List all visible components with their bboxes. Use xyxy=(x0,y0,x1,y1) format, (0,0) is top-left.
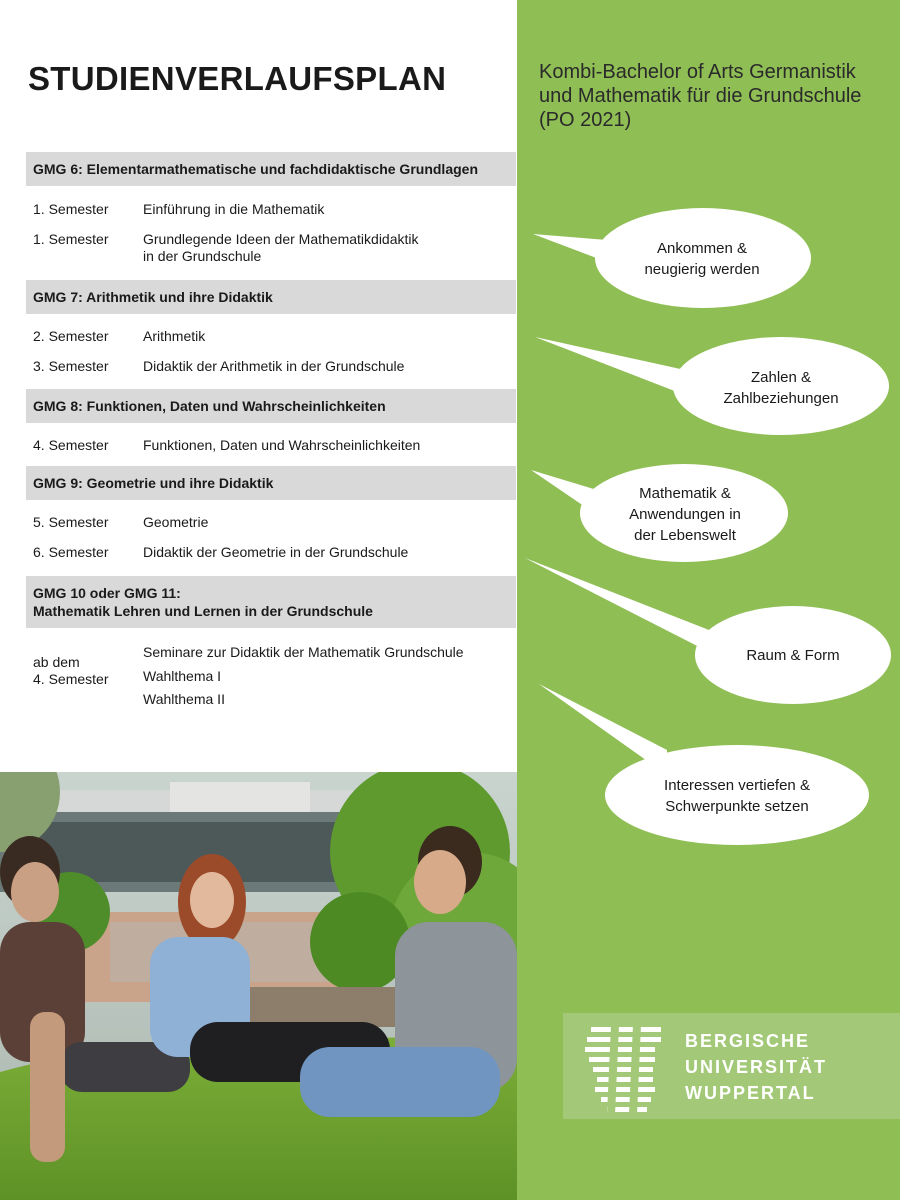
semester-line: ab dem xyxy=(33,654,80,670)
bubble-text xyxy=(594,238,810,280)
bubble-line: Raum & Form xyxy=(746,647,840,664)
module-heading-text: GMG 6: Elementarmathematische und fachdidaktische Grundlagen xyxy=(33,161,478,177)
bubble-line: der Lebenswelt xyxy=(634,527,736,544)
university-name-line: BERGISCHE xyxy=(685,1031,811,1051)
course-name xyxy=(143,641,513,712)
semester-label: 1. Semester xyxy=(33,201,109,217)
semester-label xyxy=(33,654,108,688)
course-name: Arithmetik xyxy=(143,328,206,344)
module-heading-text: GMG 9: Geometrie und ihre Didaktik xyxy=(33,475,274,491)
bubble-text xyxy=(605,775,869,817)
course-line: Grundlegende Ideen der Mathematikdidaktik xyxy=(143,231,419,247)
university-name xyxy=(685,1028,827,1106)
course-line: in der Grundschule xyxy=(143,248,262,264)
semester-label: 2. Semester xyxy=(33,328,109,344)
course-name xyxy=(143,231,513,265)
course-line: Seminare zur Didaktik der Mathematik Grundschule xyxy=(143,644,464,660)
semester-label: 4. Semester xyxy=(33,437,109,453)
bubble-line: Zahlen & xyxy=(750,369,812,386)
speech-bubble xyxy=(525,558,891,704)
students-photo xyxy=(0,772,517,1200)
module-heading-gmg9 xyxy=(26,466,516,500)
degree-line-2: und Mathematik für die Grundschule xyxy=(539,85,862,107)
university-name-line: WUPPERTAL xyxy=(685,1083,816,1103)
course-name: Einführung in die Mathematik xyxy=(143,201,325,217)
course-name: Didaktik der Geometrie in der Grundschule xyxy=(143,544,409,560)
lion-crest-icon xyxy=(581,1017,671,1117)
bubble-line: Anwendungen in xyxy=(629,506,741,523)
course-line: Wahlthema I xyxy=(143,667,222,684)
course-name: Funktionen, Daten und Wahrscheinlichkeiten xyxy=(143,437,421,453)
module-heading-text: GMG 8: Funktionen, Daten und Wahrscheinlichkeiten xyxy=(33,398,386,414)
page-title: STUDIENVERLAUFSPLAN xyxy=(28,60,447,97)
bubble-line: neugierig werden xyxy=(644,261,760,278)
university-name-line: UNIVERSITÄT xyxy=(685,1057,828,1077)
module-heading-text xyxy=(33,584,373,620)
course-name: Geometrie xyxy=(143,514,209,530)
semester-label: 6. Semester xyxy=(33,544,109,560)
bubble-line: Schwerpunkte setzen xyxy=(665,798,809,815)
degree-line-3: (PO 2021) xyxy=(539,109,632,131)
semester-label: 5. Semester xyxy=(33,514,109,530)
semester-line: 4. Semester xyxy=(33,671,109,687)
module-heading-gmg8 xyxy=(26,389,516,423)
bubble-line: Ankommen & xyxy=(656,240,748,257)
module-heading-line: GMG 10 oder GMG 11: xyxy=(33,585,181,601)
module-heading-gmg7 xyxy=(26,280,516,314)
bubble-text xyxy=(673,367,889,409)
bubble-line: Zahlbeziehungen xyxy=(723,390,839,407)
bubble-line: Mathematik & xyxy=(639,485,731,502)
bubble-text xyxy=(581,483,789,546)
semester-label: 3. Semester xyxy=(33,358,109,374)
module-heading-text: GMG 7: Arithmetik und ihre Didaktik xyxy=(33,289,273,305)
bubble-text xyxy=(695,645,891,666)
module-heading-line: Mathematik Lehren und Lernen in der Grundschule xyxy=(33,603,373,619)
bubble-line: Interessen vertiefen & xyxy=(664,777,810,794)
speech-bubble xyxy=(539,684,869,845)
semester-label: 1. Semester xyxy=(33,231,109,247)
module-heading-gmg6 xyxy=(26,152,516,186)
degree-line-1: Kombi-Bachelor of Arts Germanistik xyxy=(539,61,856,83)
course-line: Wahlthema II xyxy=(143,691,225,707)
course-name: Didaktik der Arithmetik in der Grundschule xyxy=(143,358,405,374)
students-photo-illustration xyxy=(0,772,517,1200)
module-heading-gmg10-11 xyxy=(26,576,516,628)
